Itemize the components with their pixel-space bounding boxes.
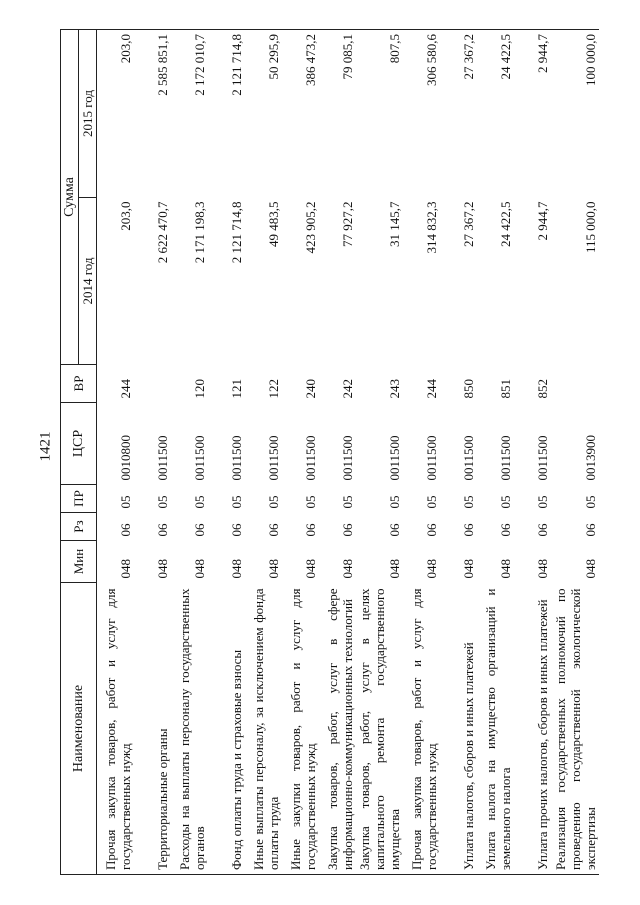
cell-csr: 0011500	[191, 435, 207, 481]
table-row	[245, 30, 282, 875]
table-row	[403, 30, 440, 875]
cell-rz: 06	[154, 523, 170, 537]
cell-y2015: 2 172 010,7	[171, 30, 208, 198]
cell-vr: 244	[423, 379, 439, 399]
cell-csr: 0011500	[423, 435, 439, 481]
cell-name: Расходы на выплаты персоналу государственных органов	[171, 583, 208, 875]
cell-min: 048	[265, 559, 281, 579]
cell-pr: 05	[265, 495, 281, 509]
cell-rz: 06	[117, 523, 133, 537]
cell-y2014: 2 121 714,8	[228, 201, 244, 264]
cell-y2014: 314 832,3	[423, 201, 439, 254]
cell-y2015: 50 295,9	[245, 30, 282, 198]
cell-pr: 05	[423, 495, 439, 509]
cell-y2014: 49 483,5	[265, 201, 281, 247]
cell-vr: 243	[386, 379, 402, 399]
table-row	[282, 30, 319, 875]
cell-name: Иные закупки товаров, работ и услуг для государственных нужд	[282, 583, 319, 875]
table-row	[356, 30, 403, 875]
table-row	[440, 30, 477, 875]
cell-y2015: 27 367,2	[440, 30, 477, 198]
cell-pr: 05	[228, 495, 244, 509]
table-row	[97, 30, 134, 875]
table-row	[171, 30, 208, 875]
cell-y2015: 203,0	[97, 30, 134, 198]
cell-pr: 05	[386, 495, 402, 509]
cell-y2015: 24 422,5	[477, 30, 514, 198]
header-name: Наименование	[61, 583, 97, 875]
cell-csr: 0011500	[534, 435, 550, 481]
table-body	[97, 30, 599, 875]
header-2015: 2015 год	[79, 30, 97, 198]
table-row	[477, 30, 514, 875]
cell-csr: 0010800	[117, 435, 133, 481]
cell-min: 048	[386, 559, 402, 579]
cell-csr: 0011500	[497, 435, 513, 481]
cell-y2014: 2 622 470,7	[154, 201, 170, 264]
cell-y2014: 24 422,5	[497, 201, 513, 247]
cell-min: 048	[534, 559, 550, 579]
cell-pr: 05	[582, 495, 598, 509]
cell-y2014: 115 000,0	[582, 201, 598, 254]
cell-min: 048	[339, 559, 355, 579]
cell-name: Территориальные органы	[134, 583, 171, 875]
cell-name: Иные выплаты персоналу, за исключением фонда оплаты труда	[245, 583, 282, 875]
cell-rz: 06	[582, 523, 598, 537]
cell-rz: 06	[497, 523, 513, 537]
cell-y2015: 306 580,6	[403, 30, 440, 198]
cell-y2014: 31 145,7	[386, 201, 402, 247]
cell-min: 048	[117, 559, 133, 579]
cell-rz: 06	[265, 523, 281, 537]
table-row	[514, 30, 551, 875]
cell-csr: 0011500	[302, 435, 318, 481]
page-number: 1421	[37, 431, 54, 462]
cell-y2015: 386 473,2	[282, 30, 319, 198]
cell-y2015: 2 121 714,8	[208, 30, 245, 198]
cell-csr: 0013900	[582, 435, 598, 481]
cell-vr: 851	[497, 379, 513, 399]
cell-name: Закупка товаров, работ, услуг в целях капитального ремонта государственного имущества	[356, 583, 403, 875]
cell-vr: 850	[460, 379, 476, 399]
cell-name: Прочая закупка товаров, работ и услуг для государственных нужд	[97, 583, 134, 875]
cell-name: Уплата прочих налогов, сборов и иных платежей	[514, 583, 551, 875]
cell-pr: 05	[302, 495, 318, 509]
cell-pr: 05	[339, 495, 355, 509]
cell-min: 048	[191, 559, 207, 579]
cell-vr: 120	[191, 379, 207, 399]
cell-vr: 244	[117, 379, 133, 399]
cell-rz: 06	[386, 523, 402, 537]
cell-min: 048	[154, 559, 170, 579]
cell-vr	[134, 365, 171, 403]
cell-name: Прочая закупка товаров, работ и услуг для государственных нужд	[403, 583, 440, 875]
cell-rz: 06	[460, 523, 476, 537]
cell-rz: 06	[534, 523, 550, 537]
cell-vr: 852	[534, 379, 550, 399]
header-min: Мин	[61, 541, 97, 583]
table-row	[551, 30, 599, 875]
cell-vr: 121	[228, 379, 244, 399]
cell-min: 048	[423, 559, 439, 579]
cell-min: 048	[228, 559, 244, 579]
cell-y2014: 2 171 198,3	[191, 201, 207, 264]
cell-pr: 05	[460, 495, 476, 509]
cell-pr: 05	[497, 495, 513, 509]
cell-csr: 0011500	[154, 435, 170, 481]
cell-csr: 0011500	[460, 435, 476, 481]
header-rz: Рз	[61, 513, 97, 541]
cell-vr: 242	[339, 379, 355, 399]
cell-rz: 06	[302, 523, 318, 537]
cell-csr: 0011500	[228, 435, 244, 481]
cell-y2015: 79 085,1	[319, 30, 356, 198]
cell-rz: 06	[423, 523, 439, 537]
header-2014: 2014 год	[79, 198, 97, 365]
cell-pr: 05	[154, 495, 170, 509]
cell-y2014: 2 944,7	[534, 201, 550, 241]
header-vr: ВР	[61, 365, 97, 403]
cell-rz: 06	[228, 523, 244, 537]
cell-min: 048	[460, 559, 476, 579]
cell-pr: 05	[534, 495, 550, 509]
cell-vr: 240	[302, 379, 318, 399]
budget-table-rotated	[60, 30, 600, 875]
cell-name: Уплата налога на имущество организаций и земельного налога	[477, 583, 514, 875]
cell-y2014: 203,0	[117, 201, 133, 231]
cell-vr: 122	[265, 379, 281, 399]
cell-vr	[551, 365, 599, 403]
cell-name: Уплата налогов, сборов и иных платежей	[440, 583, 477, 875]
cell-y2014: 423 905,2	[302, 201, 318, 254]
cell-csr: 0011500	[386, 435, 402, 481]
table-row	[319, 30, 356, 875]
cell-y2015: 2 944,7	[514, 30, 551, 198]
cell-csr: 0011500	[265, 435, 281, 481]
cell-min: 048	[582, 559, 598, 579]
cell-name: Фонд оплаты труда и страховые взносы	[208, 583, 245, 875]
table-row	[208, 30, 245, 875]
cell-y2015: 100 000,0	[551, 30, 599, 198]
cell-y2015: 2 585 851,1	[134, 30, 171, 198]
cell-pr: 05	[117, 495, 133, 509]
header-pr: ПР	[61, 485, 97, 513]
cell-rz: 06	[191, 523, 207, 537]
cell-name: Закупка товаров, работ, услуг в сфере информационно-коммуникационных технологий	[319, 583, 356, 875]
cell-pr: 05	[191, 495, 207, 509]
header-csr: ЦСР	[61, 403, 97, 485]
cell-rz: 06	[339, 523, 355, 537]
cell-csr: 0011500	[339, 435, 355, 481]
cell-y2015: 807,5	[356, 30, 403, 198]
cell-name: Реализация государственных полномочий по проведению государственной экологической экспертизы	[551, 583, 599, 875]
cell-y2014: 77 927,2	[339, 201, 355, 247]
budget-table	[60, 29, 599, 875]
table-header	[61, 30, 97, 875]
table-row	[134, 30, 171, 875]
header-sum: Сумма	[61, 30, 79, 365]
cell-y2014: 27 367,2	[460, 201, 476, 247]
cell-min: 048	[302, 559, 318, 579]
cell-min: 048	[497, 559, 513, 579]
